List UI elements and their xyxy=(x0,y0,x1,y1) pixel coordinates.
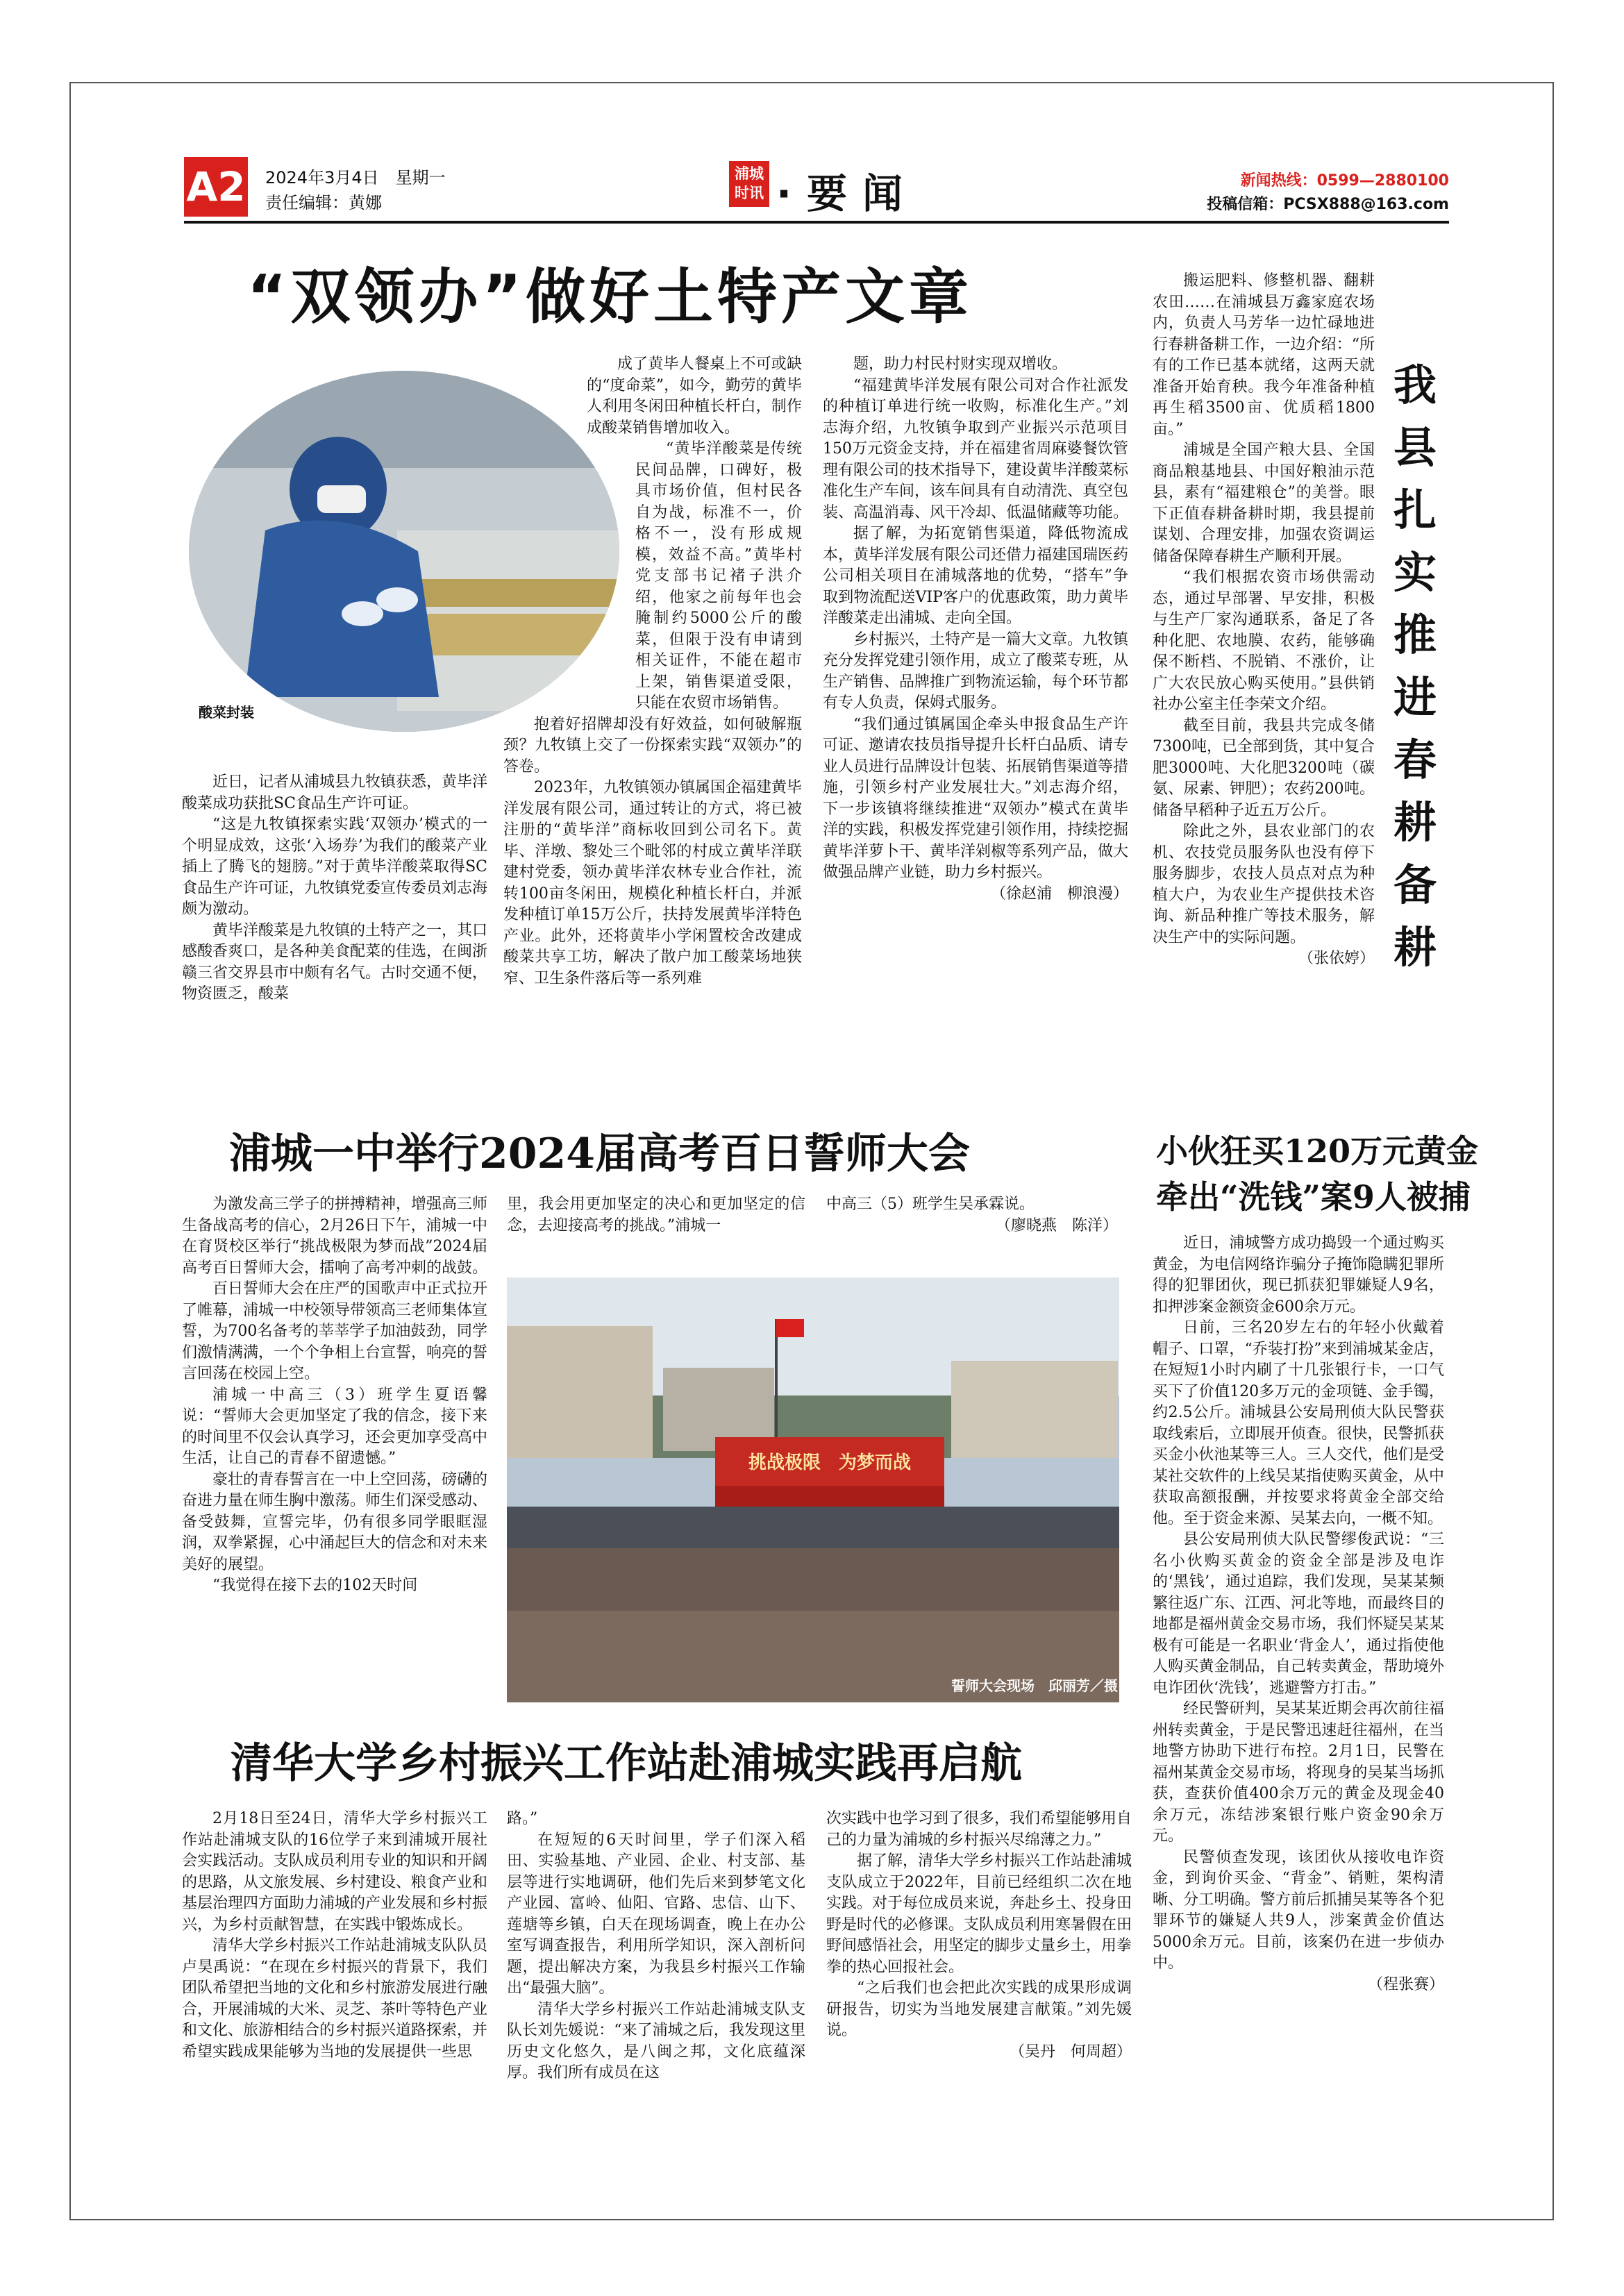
article1-headline: “双领办”做好土特产文章 xyxy=(247,262,973,332)
article5-headline: 清华大学乡村振兴工作站赴浦城实践再启航 xyxy=(231,1739,1022,1788)
article5-byline: （吴丹 何周超） xyxy=(1009,2043,1132,2061)
headline-char: 扎 xyxy=(1393,485,1437,535)
article1-photo-caption: 酸菜封装 xyxy=(199,704,254,721)
headline-char: 我 xyxy=(1393,360,1437,410)
paragraph: 中高三（5）班学生吴承霖说。 xyxy=(826,1196,1035,1213)
headline-char: 耕 xyxy=(1393,797,1437,848)
article5-col2 xyxy=(507,1809,805,2084)
rally-scene-illustration xyxy=(507,1277,1119,1702)
article1-col1 xyxy=(182,772,487,1005)
paragraph: 近日，记者从浦城县九牧镇获悉，黄毕洋酸菜成功获批SC食品生产许可证。 xyxy=(182,773,488,812)
paragraph: 据了解，清华大学乡村振兴工作站赴浦城支队成立于2022年，目前已经组织二次在地实践。对于每位成员来说，奔赴乡土、投身田野是时代的必修课。支队成员利用寒暑假在田野间感悟社会，用坚定的脚步丈量乡土，用拳拳的热心回报社会。 xyxy=(826,1852,1132,1976)
issue-date: 2024年3月4日 星期一 xyxy=(265,168,446,187)
paragraph: 成了黄毕人餐桌上不可或缺的“度命菜”，如今，勤劳的黄毕人利用冬闲田种植长杆白，制作成酸菜销售增加收入。 xyxy=(587,355,802,437)
paragraph: 抱着好招牌却没有好效益，如何破解瓶颈？九牧镇上交了一份探索实践“双领办”的答卷。 xyxy=(503,715,802,776)
article1-byline: （徐赵浦 柳浪漫） xyxy=(990,885,1128,903)
paragraph: 百日誓师大会在庄严的国歌声中正式拉开了帷幕，浦城一中校领导带领高三老师集体宣誓，为700名备考的莘莘学子加油鼓劲，同学们激情满满，一个个争相上台宣誓，响亮的誓言回荡在校园上空。 xyxy=(182,1280,488,1382)
article4-headline-line1: 小伙狂买120万元黄金 xyxy=(1156,1132,1479,1170)
paragraph: 在短短的6天时间里，学子们深入稻田、实验基地、产业园、企业、村支部、基层等进行实地调研，他们先后来到梦笔文化产业园、富岭、仙阳、官路、忠信、山下、莲塘等乡镇，白天在现场调查，晚上在办公室写调查报告，利用所学知识，深入剖析问题，提出解决方案，为我县乡村振兴工作输出“最强大脑”。 xyxy=(507,1831,805,1997)
article1-col2 xyxy=(503,354,802,989)
article2-headline xyxy=(1387,354,1443,979)
paragraph: “我们根据农资市场供需动态，通过早部署、早安排，积极与生产厂家沟通联系，备足了各种化肥、农地膜、农药，能够确保不断档、不脱销、不涨价，让广大农民放心购买使用。”县供销社办公室主任李荣文介绍。 xyxy=(1153,569,1375,713)
contact-info xyxy=(1207,169,1449,217)
paragraph: 2月18日至24日，清华大学乡村振兴工作站赴浦城支队的16位学子来到浦城开展社会实践活动。支队成员利用专业的知识和开阔的思路，从文旅发展、乡村建设、粮食产业和基层治理四方面助力浦城的产业发展和乡村振兴，为乡村贡献智慧，在实践中锻炼成长。 xyxy=(182,1810,488,1934)
article3-photo xyxy=(507,1277,1119,1702)
article2-byline: （张依婷） xyxy=(1298,950,1375,967)
paragraph: 县公安局刑侦大队民警缪俊武说：“三名小伙购买黄金的资金全部是涉及电诈的‘黑钱’，通过追踪，我们发现，吴某某频繁往返广东、江西、河北等地，而最终目的地都是福州黄金交易市场，我们怀疑吴某某极有可能是一名职业‘背金人’，通过指使他人购买黄金制品，自己转卖黄金，帮助境外电诈团伙‘洗钱’，逃避警方打击。” xyxy=(1153,1531,1444,1697)
section-title: ·要闻 xyxy=(776,170,919,217)
headline-char: 推 xyxy=(1393,610,1437,660)
paragraph: 搬运肥料、修整机器、翻耕农田……在浦城县万鑫家庭农场内，负责人马芳华一边忙碌地进行春耕备耕工作，一边介绍：“所有的工作已基本就绪，这两天就准备开始育秧。我今年准备种植再生稻3500亩、优质稻1800亩。” xyxy=(1153,272,1375,438)
paragraph: 乡村振兴，土特产是一篇大文章。九牧镇充分发挥党建引领作用，成立了酸菜专班，从生产销售、品牌推广到物流运输，每个环节都有专人负责，保姆式服务。 xyxy=(823,630,1129,712)
article3-byline: （廖晓燕 陈洋） xyxy=(995,1216,1118,1234)
article4-headline-line2: 牵出“洗钱”案9人被捕 xyxy=(1156,1178,1471,1216)
paragraph: 除此之外，县农业部门的农机、农技党员服务队也没有停下服务脚步，农技人员点对点为种植大户，为农业生产提供技术咨询、新品种推广等技术服务，解决生产中的实际问题。 xyxy=(1153,823,1375,946)
issue-meta xyxy=(265,165,446,215)
paragraph: “我觉得在接下去的102天时间 xyxy=(212,1577,418,1594)
article3-col2 xyxy=(507,1194,805,1237)
headline-char: 进 xyxy=(1393,672,1437,723)
paragraph: 黄毕洋酸菜是九牧镇的土特产之一，其口感酸香爽口，是各种美食配菜的佳选，在闽浙赣三省交界县市中颇有名气。古时交通不便，物资匮乏，酸菜 xyxy=(182,921,488,1003)
paragraph: “这是九牧镇探索实践‘双领办’模式的一个明显成效，这张‘入场券’为我们的酸菜产业插上了腾飞的翅膀。”对于黄毕洋酸菜取得SC食品生产许可证，九牧镇党委宣传委员刘志海颇为激动。 xyxy=(182,816,488,918)
article3-col1 xyxy=(182,1194,487,1597)
article3-col3 xyxy=(826,1194,1118,1237)
headline-char: 备 xyxy=(1393,860,1437,910)
headline-char: 实 xyxy=(1393,547,1437,598)
article3-photo-caption: 誓师大会现场 邱丽芳／摄 xyxy=(951,1677,1118,1694)
page-number-badge: A2 xyxy=(184,157,248,217)
masthead-logo-line2: 时讯 xyxy=(735,185,764,201)
paragraph: 里，我会用更加坚定的决心和更加坚定的信念，去迎接高考的挑战。”浦城一 xyxy=(507,1196,805,1234)
headline-char: 县 xyxy=(1393,422,1437,473)
paragraph: 浦城一中高三（3）班学生夏语馨说：“誓师大会更加坚定了我的信念，接下来的时间里不仅会认真学习，还会更加享受高中生活，让自己的青春不留遗憾。” xyxy=(182,1386,488,1467)
masthead-logo-line1: 浦城 xyxy=(735,165,764,182)
paragraph: “黄毕洋酸菜是传统民间品牌，口碑好，极具市场价值，但村民各自为战，标准不一，价格不一，没有形成规模，效益不高。”黄毕村党支部书记褚子洪介绍，他家之前每年也会腌制约5000公斤的酸菜，但限于没有申请到相关证件，不能在超市上架，销售渠道受限，只能在农贸市场销售。 xyxy=(635,440,802,712)
paragraph: 为激发高三学子的拼搏精神，增强高三师生备战高考的信心，2月26日下午，浦城一中在育贤校区举行“挑战极限为梦而战”2024届高考百日誓师大会，擂响了高考冲刺的战鼓。 xyxy=(182,1196,488,1277)
news-hotline: 新闻热线：0599—2880100 xyxy=(1240,172,1449,190)
paragraph: 2023年，九牧镇领办镇属国企福建黄毕洋发展有限公司，通过转让的方式，将已被注册的“黄毕洋”商标收回到公司名下。黄毕、洋墩、黎处三个毗邻的村成立黄毕洋联建村党委，领办黄毕洋农林专业合作社，流转100亩冬闲田，规模化种植长杆白，并派发种植订单15万公斤，扶持发展黄毕洋特色产业。此外，还将黄毕小学闲置校舍改建成酸菜共享工坊，解决了散户加工酸菜场地狭窄、卫生条件落后等一系列难 xyxy=(503,779,802,987)
paragraph: 题，助力村民村财实现双增收。 xyxy=(853,355,1068,373)
paragraph: “我们通过镇属国企牵头申报食品生产许可证、邀请农技员指导提升长杆白品质、请专业人员进行品牌设计包装、拓展销售渠道等措施，引领乡村产业发展壮大。”刘志海介绍，下一步该镇将继续推进“双领办”模式在黄毕洋的实践，积极发挥党建引领作用，持续挖掘黄毕洋萝卜干、黄毕洋剁椒等系列产品，做大做强品牌产业链，助力乡村振兴。 xyxy=(823,715,1129,881)
paragraph: 路。” xyxy=(507,1810,538,1827)
headline-char: 耕 xyxy=(1393,922,1437,973)
issue-editor: 责任编辑：黄娜 xyxy=(265,193,382,212)
headline-char: 春 xyxy=(1393,735,1437,785)
article3-headline: 浦城一中举行2024届高考百日誓师大会 xyxy=(229,1130,970,1178)
paragraph: 浦城是全国产粮大县、全国商品粮基地县、中国好粮油示范县，素有“福建粮仓”的美誉。眼下正值春耕备耕时期，我县提前谋划、合理安排，加强农资调运储备保障春耕生产顺利开展。 xyxy=(1153,442,1375,565)
article5-col1 xyxy=(182,1809,487,2063)
article4-byline: （程张赛） xyxy=(1367,1975,1444,1993)
paragraph: 民警侦查发现，该团伙从接收电诈资金，到询价买金、“背金”、销赃，架构清晰、分工明确。警方前后抓捕吴某等各个犯罪环节的嫌疑人共9人，涉案黄金价值达5000余万元。目前，该案仍在进一步侦办中。 xyxy=(1153,1848,1444,1972)
article2-body xyxy=(1153,271,1375,970)
paragraph: 豪壮的青春誓言在一中上空回荡，磅礴的奋进力量在师生胸中激荡。师生们深受感动、备受鼓舞，宣誓完毕，仍有很多同学眼眶湿润，双拳紧握，心中涌起巨大的信念和对未来美好的展望。 xyxy=(182,1470,488,1573)
article1-col3 xyxy=(823,354,1128,905)
paragraph: “福建黄毕洋发展有限公司对合作社派发的种植订单进行统一收购，标准化生产。”刘志海介绍，九牧镇争取到产业振兴示范项目150万元资金支持，并在福建省周麻婆餐饮管理有限公司的技术指导下，建设黄毕洋酸菜标准化生产车间，该车间具有自动清洗、真空包装、高温消毒、风干冷却、低温储藏等功能。 xyxy=(823,376,1129,521)
paragraph: 经民警研判，吴某某近期会再次前往福州转卖黄金，于是民警迅速赶往福州，在当地警方协助下进行布控。2月1日，民警在福州某黄金交易市场，将现身的吴某当场抓获，查获价值400余万元的黄金及现金40余万元，冻结涉案银行账户资金90余万元。 xyxy=(1153,1700,1444,1845)
paragraph: 清华大学乡村振兴工作站赴浦城支队支队长刘先媛说：“来了浦城之后，我发现这里历史文化悠久，是八闽之邦，文化底蕴深厚。我们所有成员在这 xyxy=(507,2000,805,2081)
paragraph: 截至目前，我县共完成冬储7300吨，已全部到货，其中复合肥3000吨、大化肥3200吨（碳氨、尿素、钾肥）；农药200吨。储备早稻种子近五万公斤。 xyxy=(1153,717,1375,819)
paragraph: 日前，三名20岁左右的年轻小伙戴着帽子、口罩，“乔装打扮”来到浦城某金店，在短短1小时内刷了十几张银行卡，一口气买下了价值120多万元的金项链、金手镯，约2.5公斤。浦城县公安局刑侦大队民警获取线索后，立即展开侦查。很快，民警抓获买金小伙池某等三人。三人交代，他们是受某社交软件的上线吴某指使购买黄金，从中获取高额报酬，并按要求将黄金全部交给他。至于资金来源、吴某去向，一概不知。 xyxy=(1153,1319,1444,1527)
article5-col3 xyxy=(826,1809,1132,2063)
paragraph: 近日，浦城警方成功捣毁一个通过购买黄金，为电信网络诈骗分子掩饰隐瞒犯罪所得的犯罪团伙，现已抓获犯罪嫌疑人9名，扣押涉案金额资金600余万元。 xyxy=(1153,1234,1444,1316)
paragraph: “之后我们也会把此次实践的成果形成调研报告，切实为当地发展建言献策。”刘先媛说。 xyxy=(826,1979,1132,2039)
paragraph: 清华大学乡村振兴工作站赴浦城支队队员卢昊禹说：“在现在乡村振兴的背景下，我们团队希望把当地的文化和乡村旅游发展进行融合，开展浦城的大米、灵芝、茶叶等特色产业和文化、旅游相结合的乡村振兴道路探索，并希望实践成果能够为当地的发展提供一些思 xyxy=(182,1937,488,2061)
paragraph: 次实践中也学习到了很多，我们希望能够用自己的力量为浦城的乡村振兴尽绵薄之力。” xyxy=(826,1810,1132,1849)
header-rule xyxy=(184,221,1449,224)
paragraph: 据了解，为拓宽销售渠道，降低物流成本，黄毕洋发展有限公司还借力福建国瑞医药公司相关项目在浦城落地的优势，“搭车”争取到物流配送VIP客户的优惠政策，助力黄毕洋酸菜走出浦城、走向全国。 xyxy=(823,525,1129,627)
rally-banner: 挑战极限 为梦而战 xyxy=(748,1452,912,1473)
submission-email: 投稿信箱：PCSX888@163.com xyxy=(1207,196,1449,213)
article4-body xyxy=(1153,1233,1444,1995)
masthead-logo xyxy=(729,161,769,207)
